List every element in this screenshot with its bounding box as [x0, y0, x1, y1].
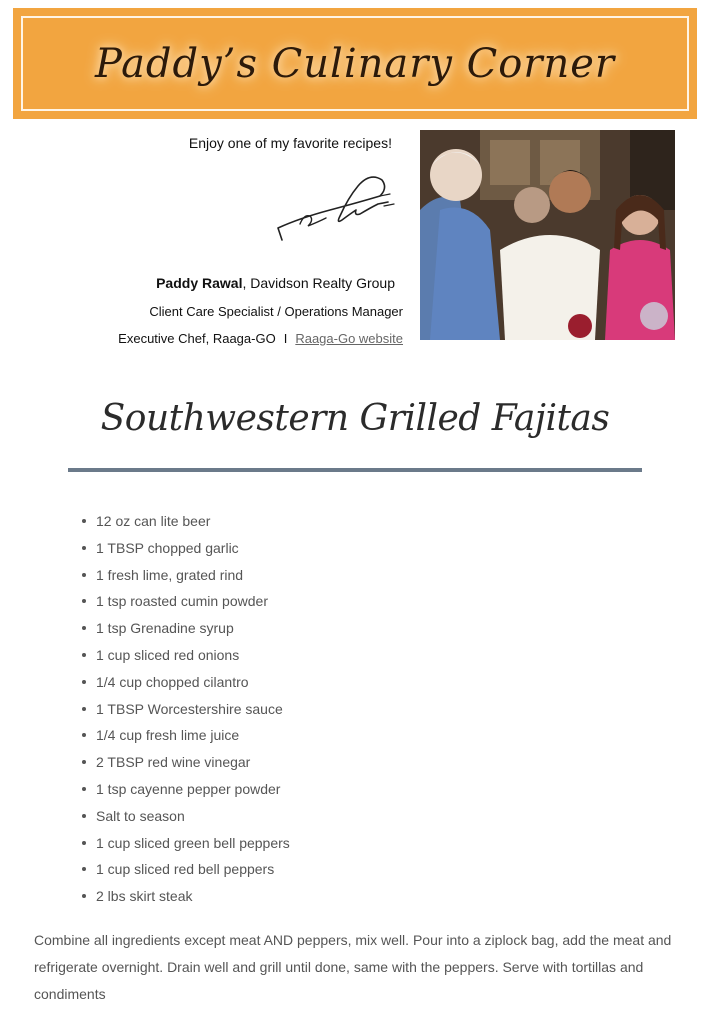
intro-text: Enjoy one of my favorite recipes!: [188, 135, 392, 151]
list-item: 1 tsp roasted cumin powder: [78, 591, 290, 618]
list-item: 1 cup sliced red bell peppers: [78, 859, 290, 886]
ingredients-list: [78, 511, 290, 913]
chef-line: [60, 331, 403, 346]
list-item: 1/4 cup fresh lime juice: [78, 725, 290, 752]
list-item: 12 oz can lite beer: [78, 511, 290, 538]
author-company: , Davidson Realty Group: [242, 275, 395, 291]
list-item: Salt to season: [78, 806, 290, 833]
list-item: 1 tsp Grenadine syrup: [78, 618, 290, 645]
list-item: 1 cup sliced red onions: [78, 645, 290, 672]
list-item: 1 TBSP Worcestershire sauce: [78, 699, 290, 726]
author-role: Client Care Specialist / Operations Manager: [149, 304, 403, 319]
header-banner-frame: [21, 16, 689, 111]
header-banner: [13, 8, 697, 119]
list-item: 1 tsp cayenne pepper powder: [78, 779, 290, 806]
author-line: [90, 275, 395, 291]
raaga-go-website-link[interactable]: Raaga-Go website: [295, 331, 403, 346]
list-item: 1 TBSP chopped garlic: [78, 538, 290, 565]
list-item: 2 TBSP red wine vinegar: [78, 752, 290, 779]
recipe-title: Southwestern Grilled Fajitas: [100, 398, 610, 439]
chef-title: Executive Chef, Raaga-GO: [118, 331, 276, 346]
author-name: Paddy Rawal: [156, 275, 243, 291]
recipe-directions: Combine all ingredients except meat AND peppers, mix well. Pour into a ziplock bag, add the meat and refrigerate overnight. Drain well and grill until done, same with the peppers. Serve with tortillas and condiments: [34, 932, 672, 1002]
list-item: 1 cup sliced green bell peppers: [78, 833, 290, 860]
list-item: 1/4 cup chopped cilantro: [78, 672, 290, 699]
list-item: 2 lbs skirt steak: [78, 886, 290, 913]
title-divider: [68, 468, 642, 472]
site-title: Paddy’s Culinary Corner: [94, 40, 616, 87]
separator: I: [283, 331, 288, 346]
signature-image: [270, 158, 400, 250]
list-item: 1 fresh lime, grated rind: [78, 565, 290, 592]
chef-photo: [420, 130, 675, 340]
